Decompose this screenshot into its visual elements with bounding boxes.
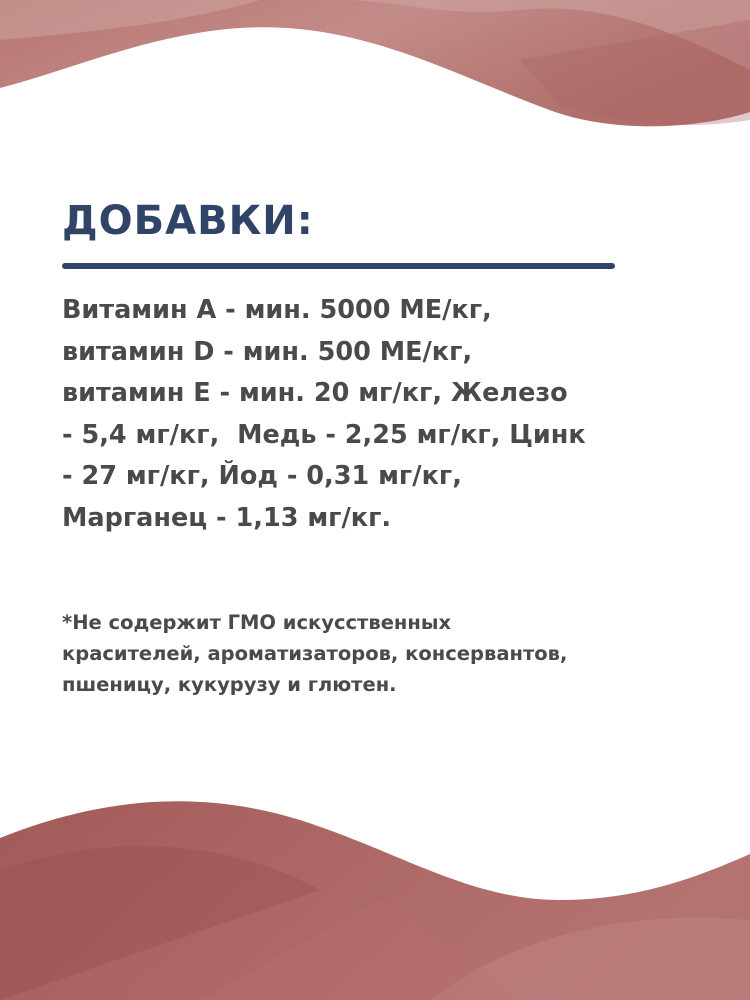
- additives-line: витамин Е - мин. 20 мг/кг, Железо: [62, 378, 568, 408]
- section-heading: ДОБАВКИ:: [62, 198, 314, 244]
- additives-line: Марганец - 1,13 мг/кг.: [62, 502, 392, 533]
- additives-line: витамин D - мин. 500 МЕ/кг,: [62, 336, 473, 367]
- additives-list: [62, 290, 722, 539]
- heading-underline: [62, 263, 615, 269]
- bottom-wave-decoration: [0, 780, 750, 1000]
- additives-line: - 5,4 мг/кг, Медь - 2,25 мг/кг, Цинк: [62, 419, 586, 450]
- note-line: пшеницу, кукурузу и глютен.: [62, 673, 397, 696]
- additives-line: - 27 мг/кг, Йод - 0,31 мг/кг,: [62, 461, 462, 491]
- note-line: *Не содержит ГМО искусственных: [62, 611, 452, 634]
- note-line: красителей, ароматизаторов, консервантов,: [62, 642, 568, 665]
- additives-line: Витамин А - мин. 5000 МЕ/кг,: [62, 295, 492, 325]
- gmo-free-note: [62, 607, 732, 700]
- top-wave-decoration: [0, 0, 750, 170]
